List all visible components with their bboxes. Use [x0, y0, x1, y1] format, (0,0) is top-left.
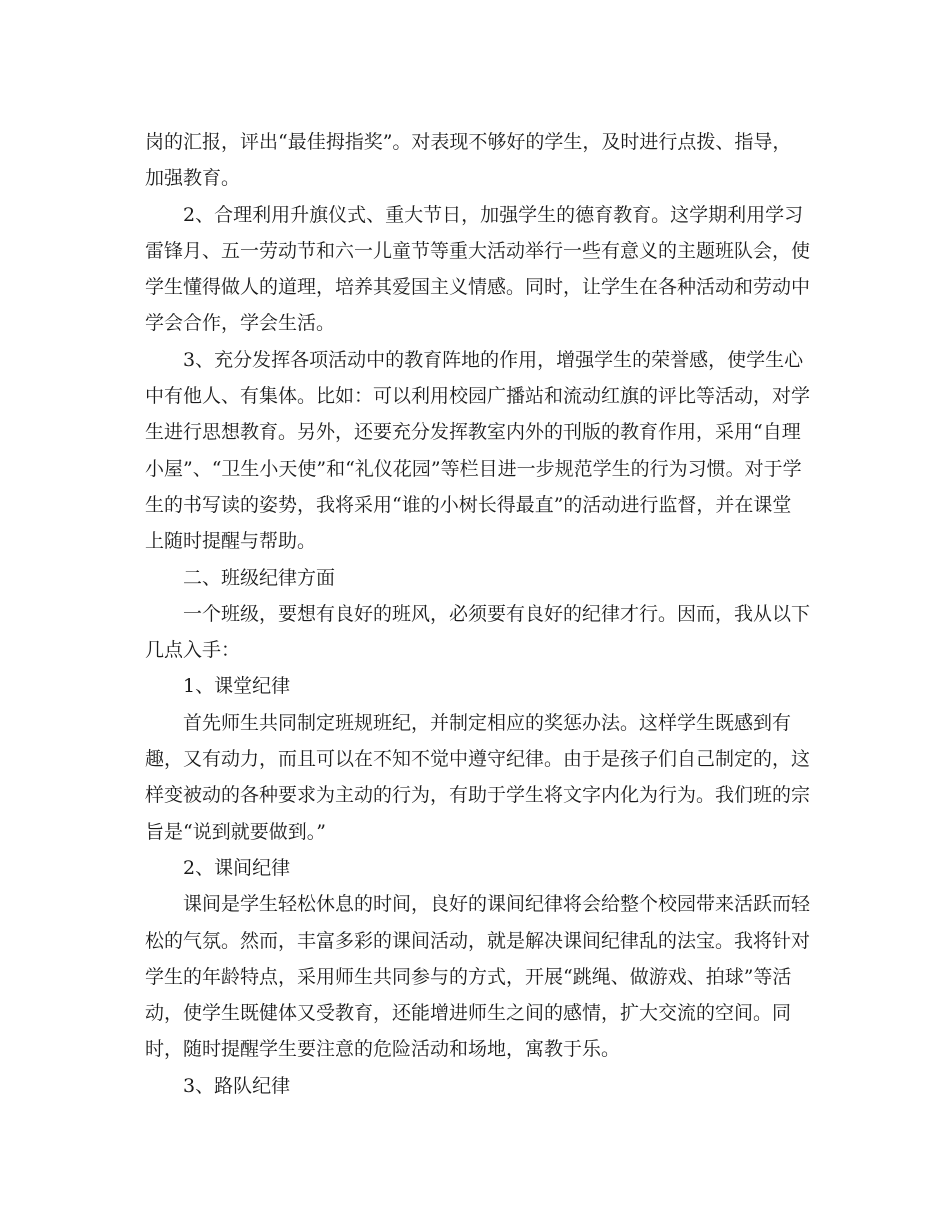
subheading-break-discipline: 2、课间纪律: [183, 856, 291, 879]
subheading-classroom-discipline: 1、课堂纪律: [183, 675, 291, 698]
paragraph-continuation: 岗的汇报，评出“最佳拇指奖”。对表现不够好的学生，及时进行点拨、指导，加强教育。: [145, 131, 792, 190]
paragraph-discipline-intro: 一个班级，要想有良好的班风，必须要有良好的纪律才行。因而，我从以下几点入手：: [145, 602, 811, 662]
paragraph-break-discipline: 课间是学生轻松休息的时间，良好的课间纪律将会给整个校园带来活跃而轻松的气氛。然而，丰富多彩的课间活动，就是解决课间纪律乱的法宝。我将针对学生的年龄特点，采用师生共同参与的方式，开展“跳绳、做游戏、拍球”等活动，使学生既健体又受教育，还能增进师生之间的感情，扩大交流的空间。同时，随时提醒学生要注意的危险活动和场地，寓教于乐。: [145, 893, 811, 1061]
subheading-queue-discipline: 3、路队纪律: [183, 1074, 291, 1097]
paragraph-flag-ceremony: 2、合理利用升旗仪式、重大节日，加强学生的德育教育。这学期利用学习雷锋月、五一劳动节和六一儿童节等重大活动举行一些有意义的主题班队会，使学生懂得做人的道理，培养其爱国主义情感。同时，让学生在各种活动和劳动中学会合作，学会生活。: [145, 203, 811, 335]
paragraph-classroom-discipline: 首先师生共同制定班规班纪，并制定相应的奖惩办法。这样学生既感到有趣，又有动力，而且可以在不知不觉中遵守纪律。由于是孩子们自己制定的，这样变被动的各种要求为主动的行为，有助于学生将文字内化为行为。我们班的宗旨是“说到就要做到。”: [145, 711, 811, 843]
document-body: [145, 124, 810, 1104]
section-heading-discipline: 二、班级纪律方面: [183, 566, 336, 589]
paragraph-activities: 3、充分发挥各项活动中的教育阵地的作用，增强学生的荣誉感，使学生心中有他人、有集体。比如：可以利用校园广播站和流动红旗的评比等活动，对学生进行思想教育。另外，还要充分发挥教室内外的刊版的教育作用，采用“自理小屋”、“卫生小天使”和“礼仪花园”等栏目进一步规范学生的行为习惯。对于学生的书写读的姿势，我将采用“谁的小树长得最直”的活动进行监督，并在课堂上随时提醒与帮助。: [145, 348, 811, 553]
